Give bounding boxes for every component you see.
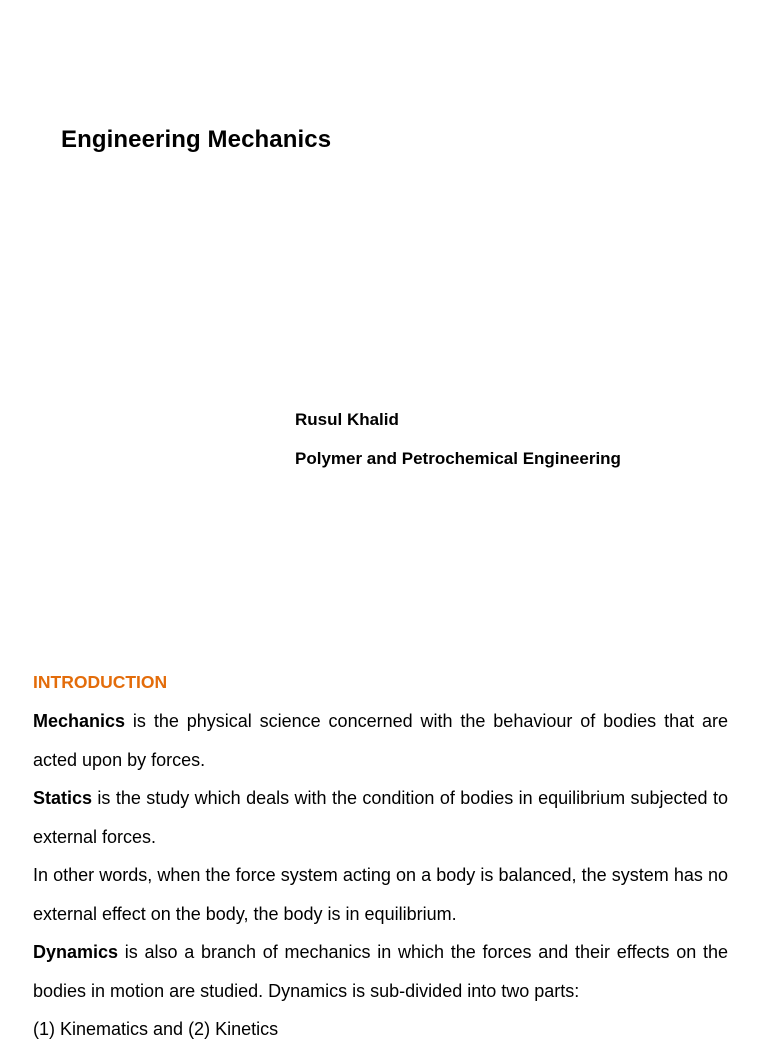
paragraph-dynamics-parts <box>33 1010 728 1049</box>
definition-dynamics: is also a branch of mechanics in which the forces and their effects on the bodies in motion are studied. Dynamics is sub-divided into two parts: <box>33 942 728 1001</box>
paragraph-statics <box>33 779 728 856</box>
term-mechanics: Mechanics <box>33 711 126 731</box>
paragraph-other-words <box>33 856 728 933</box>
author-name: Rusul Khalid <box>295 410 399 429</box>
author-department: Polymer and Petrochemical Engineering <box>295 449 621 468</box>
term-dynamics: Dynamics <box>33 942 119 962</box>
introduction-body <box>33 702 728 1049</box>
document-title: Engineering Mechanics <box>61 126 332 153</box>
author-block <box>295 408 621 486</box>
term-statics: Statics <box>33 788 93 808</box>
definition-statics: is the study which deals with the condition of bodies in equilibrium subjected to external forces. <box>33 788 728 847</box>
equilibrium-explanation: In other words, when the force system acting on a body is balanced, the system has no external effect on the body, the body is in equilibrium. <box>33 865 728 924</box>
paragraph-mechanics <box>33 702 728 779</box>
definition-mechanics: is the physical science concerned with the behaviour of bodies that are acted upon by forces. <box>33 711 728 770</box>
section-heading-introduction: INTRODUCTION <box>33 672 168 692</box>
dynamics-parts-list: (1) Kinematics and (2) Kinetics <box>33 1019 279 1039</box>
paragraph-dynamics <box>33 933 728 1010</box>
